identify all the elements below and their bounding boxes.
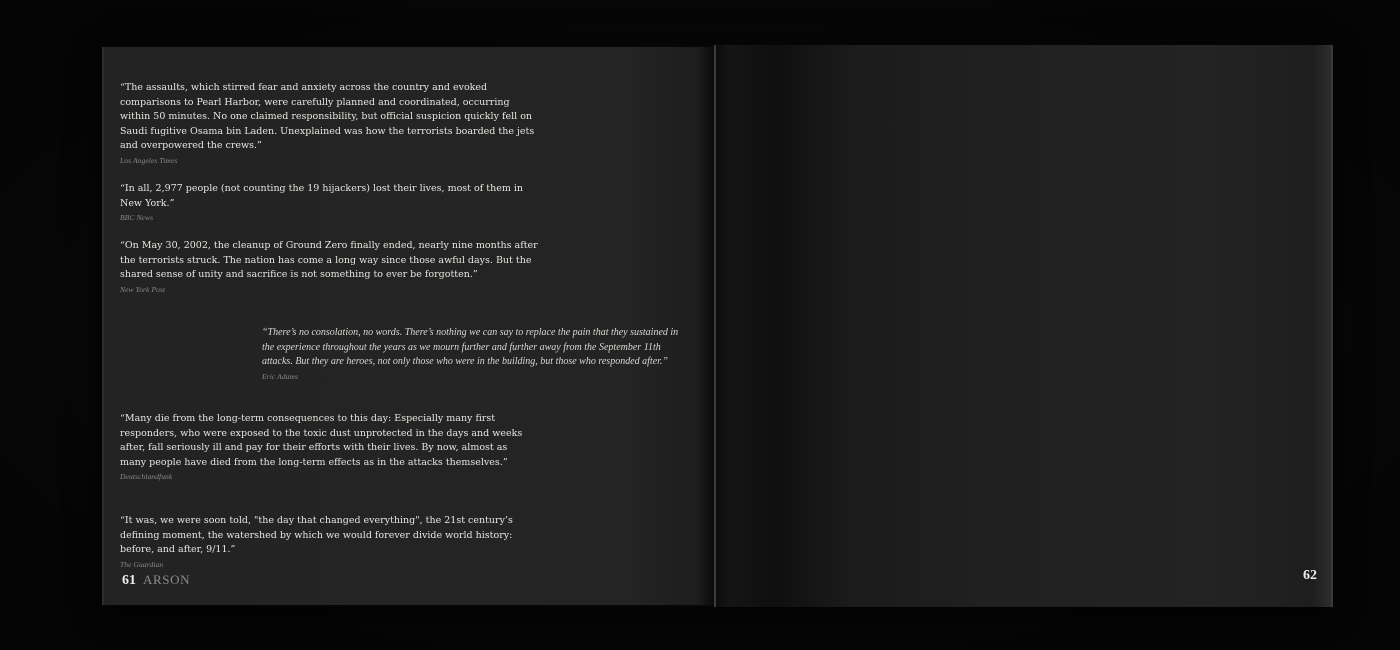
left-page-folio xyxy=(122,571,190,589)
quote-block-4-featured xyxy=(262,326,682,381)
quote-block-1 xyxy=(120,81,540,165)
quote-source: New York Post xyxy=(120,284,166,294)
quote-text: “It was, we were soon told, "the day that changed everything", the 21st century’s defining moment, the watershed by which we would forever divide world history: before, and after, 9/11.” xyxy=(120,515,513,556)
quote-text: “In all, 2,977 people (not counting the 19 hijackers) lost their lives, most of them in New York.” xyxy=(120,183,524,209)
gutter-shadow xyxy=(698,47,714,605)
quote-block-3 xyxy=(120,239,540,294)
quote-source: BBC News xyxy=(120,213,154,223)
quote-text: “Many die from the long-term consequences to this day: Especially many first responders, who were exposed to the toxic dust unprotected in the days and weeks after, fall seriously ill and pay for their efforts with their lives. By now, almost as many people have died from the long-term effects as in the attacks themselves.” xyxy=(120,413,523,468)
quote-block-2 xyxy=(120,182,540,222)
quote-source: Deutschlandfunk xyxy=(120,472,173,482)
quote-block-6 xyxy=(120,514,544,569)
left-page xyxy=(102,47,716,605)
right-page xyxy=(714,45,1333,607)
magazine-spread xyxy=(102,45,1331,607)
page-number: 61 xyxy=(122,573,136,588)
quote-block-5 xyxy=(120,412,536,481)
running-title: ARSON xyxy=(143,572,191,587)
quote-source: Eric Adams xyxy=(262,371,299,381)
page-number: 62 xyxy=(1303,568,1317,583)
spine xyxy=(714,45,716,607)
quote-source: Los Angeles Times xyxy=(120,155,178,165)
quote-text: “There’s no consolation, no words. There’s nothing we can say to replace the pain that they sustained in the experience throughout the years as we mourn further and further away from the September 11th attacks. But they are heroes, not only those who were in the building, but those who responded after.” xyxy=(262,327,679,367)
quote-source: The Guardian xyxy=(120,559,164,569)
quote-text: “On May 30, 2002, the cleanup of Ground Zero finally ended, nearly nine months after the terrorists struck. The nation has come a long way since those awful days. But the shared sense of unity and sacrifice is not something to ever be forgotten.” xyxy=(120,240,538,281)
quote-text: “The assaults, which stirred fear and anxiety across the country and evoked comparisons to Pearl Harbor, were carefully planned and coordinated, occurring within 50 minutes. No one claimed responsibility, but official suspicion quickly fell on Saudi fugitive Osama bin Laden. Unexplained was how the terrorists boarded the jets and overpowered the crews.” xyxy=(120,82,535,152)
